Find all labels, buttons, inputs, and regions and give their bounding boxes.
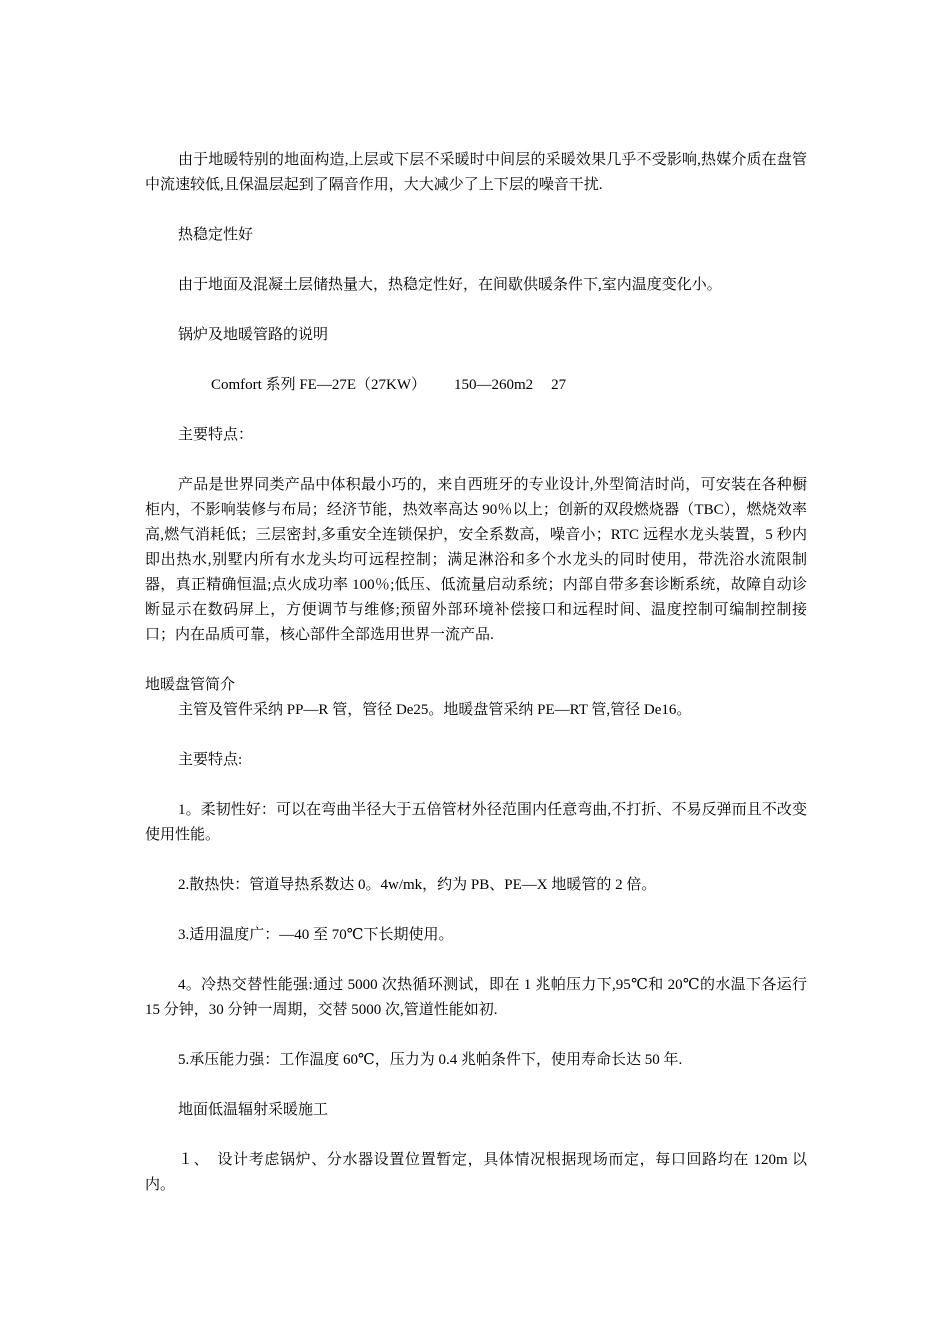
feature-item-2: 2.散热快：管道导热系数达 0。4w/mk，约为 PB、PE—X 地暖管的 2 倍。 [178, 877, 657, 893]
construction-item-1: １、 设计考虑锅炉、分水器设置位置暂定，具体情况根据现场而定，每口回路均在 120m 以内。 [145, 1152, 807, 1193]
spec-line [145, 373, 807, 398]
paragraph-pipe-materials: 主管及管件采纳 PP—R 管，管径 De25。地暖盘管采纳 PE—RT 管,管径 De16。 [178, 702, 692, 718]
heading-pipe-intro: 地暖盘管简介 [145, 677, 236, 693]
paragraph-thermal-stability: 由于地面及混凝土层储热量大，热稳定性好，在间歇供暖条件下,室内温度变化小。 [178, 277, 722, 293]
feature-item-3: 3.适用温度广：—40 至 70℃下长期使用。 [178, 927, 454, 943]
document-body [145, 148, 807, 1198]
paragraph-sound-insulation: 由于地暖特别的地面构造,上层或下层不采暖时中间层的采暖效果几乎不受影响,热媒介质在盘管中流速较低,且保温层起到了隔音作用，大大减少了上下层的噪音干扰. [145, 152, 807, 193]
heading-boiler-pipes: 锅炉及地暖管路的说明 [178, 327, 329, 343]
heading-construction: 地面低温辐射采暖施工 [178, 1102, 329, 1118]
feature-item-1: 1。柔韧性好：可以在弯曲半径大于五倍管材外径范围内任意弯曲,不打折、不易反弹而且不改变使用性能。 [145, 802, 807, 843]
paragraph-product-features: 产品是世界同类产品中体积最小巧的，来自西班牙的专业设计,外型简洁时尚，可安装在各种橱柜内，不影响装修与布局；经济节能，热效率高达 90％以上；创新的双段燃烧器（TBC），燃烧效率高,燃气消耗低；三层密封,多重安全连锁保护，安全系数高，噪音小；RTC 远程水龙头装置，5 秒内即出热水,别墅内所有水龙头均可远程控制；满足淋浴和多个水龙头的同时使用，带洗浴水流限制器，真正精确恒温;点火成功率 100％;低压、低流量启动系统；内部自带多套诊断系统，故障自动诊断显示在数码屏上，方便调节与维修;预留外部环境补偿接口和远程时间、温度控制可编制控制接口；内在品质可靠，核心部件全部选用世界一流产品. [145, 477, 807, 643]
heading-thermal-stability: 热稳定性好 [178, 227, 254, 243]
heading-main-features: 主要特点： [178, 427, 254, 443]
spec-area: 150—260m2 [454, 377, 534, 393]
heading-pipe-features: 主要特点: [178, 752, 243, 768]
spec-model: Comfort 系列 FE—27E（27KW） [211, 377, 426, 393]
feature-item-5: 5.承压能力强：工作温度 60℃，压力为 0.4 兆帕条件下，使用寿命长达 50 年. [178, 1052, 683, 1068]
spec-value: 27 [551, 377, 567, 393]
feature-item-4: 4。冷热交替性能强:通过 5000 次热循环测试，即在 1 兆帕压力下,95℃和 20℃的水温下各运行 15 分钟，30 分钟一周期，交替 5000 次,管道性能如初. [145, 977, 807, 1018]
